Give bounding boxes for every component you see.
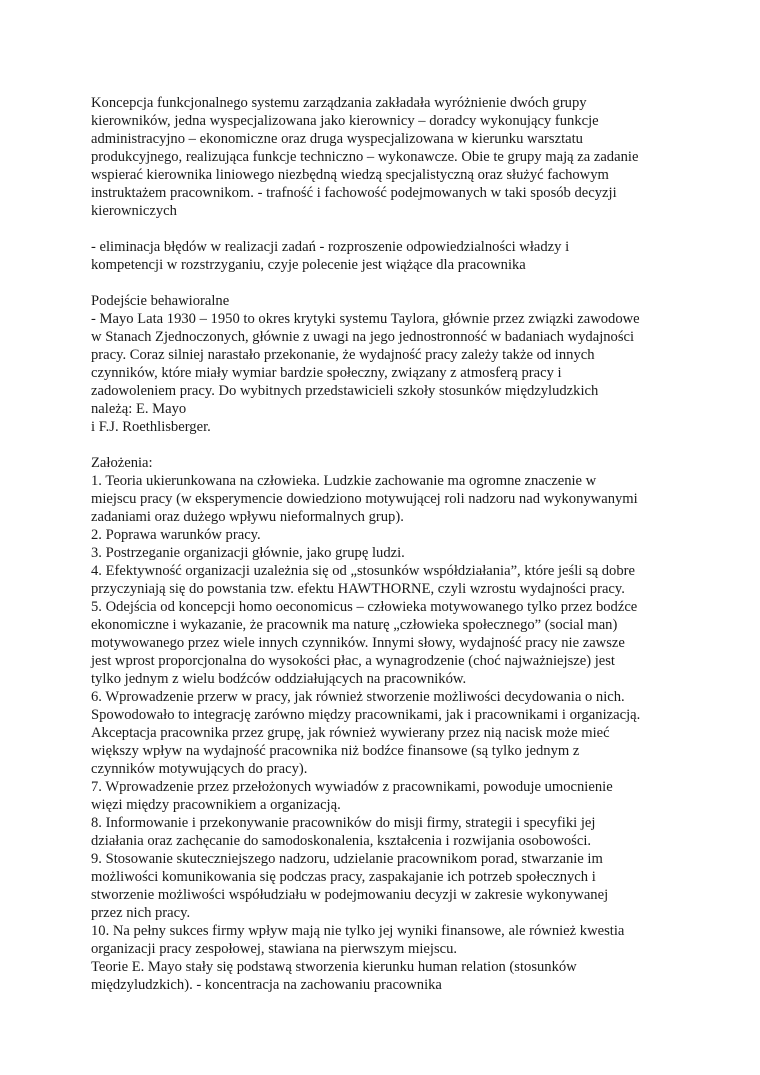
text-line: 7. Wprowadzenie przez przełożonych wywiadów z pracownikami, powoduje umocnienie <box>91 779 613 795</box>
text-line: tylko jednym z wielu bodźców oddziałujących na pracowników. <box>91 671 467 687</box>
text-line: więzi między pracownikiem a organizacją. <box>91 797 341 813</box>
text-line: - eliminacja błędów w realizacji zadań - rozproszenie odpowiedzialności władzy i <box>91 239 570 255</box>
text-line: 1. Teoria ukierunkowana na człowieka. Ludzkie zachowanie ma ogromne znaczenie w <box>91 473 597 489</box>
text-line: Koncepcja funkcjonalnego systemu zarządzania zakładała wyróżnienie dwóch grupy <box>91 95 587 111</box>
text-line: 5. Odejścia od koncepcji homo oeconomicus – człowieka motywowanego tylko przez bodźce <box>91 599 638 615</box>
behavioral-heading: Podejście behawioralne <box>91 293 230 309</box>
text-line: instruktażem pracownikom. - trafność i fachowość podejmowanych w taki sposób decyzji <box>91 185 617 201</box>
text-line: 6. Wprowadzenie przerw w pracy, jak również stworzenie możliwości decydowania o nich. <box>91 689 625 705</box>
text-line: czynników motywujących do pracy). <box>91 761 308 777</box>
text-line: czynników, które miały wymiar bardzie społeczny, związany z atmosferą pracy i <box>91 365 562 381</box>
text-line: organizacji pracy zespołowej, stawiana na pierwszym miejscu. <box>91 941 458 957</box>
drawbacks-paragraph <box>91 238 681 274</box>
behavioral-paragraph <box>91 310 681 436</box>
text-line: przez nich pracy. <box>91 905 191 921</box>
text-line: produkcyjnego, realizująca funkcje techniczno – wykonawcze. Obie te grupy mają za zadanie <box>91 149 639 165</box>
text-line: Spowodowało to integrację zarówno między pracownikami, jak i pracownikami i organizacją. <box>91 707 641 723</box>
text-line: zadowoleniem pracy. Do wybitnych przedstawicieli szkoły stosunków międzyludzkich <box>91 383 599 399</box>
text-line: większy wpływ na wydajność pracownika niż bodźce finansowe (są tylko jednym z <box>91 743 580 759</box>
document-body <box>91 94 681 994</box>
text-line: kierowników, jedna wyspecjalizowana jako kierownicy – doradcy wykonujący funkcje <box>91 113 599 129</box>
text-line: należą: E. Mayo <box>91 401 187 417</box>
text-line: kompetencji w rozstrzyganiu, czyje polecenie jest wiążące dla pracownika <box>91 257 526 273</box>
text-line: motywowanego przez wiele innych czynników. Innymi słowy, wydajność pracy nie zawsze <box>91 635 625 651</box>
text-line: wspierać kierownika liniowego niezbędną wiedzą specjalistyczną oraz służyć fachowym <box>91 167 609 183</box>
text-line: administracyjno – ekonomiczne oraz druga wyspecjalizowana w kierunku warsztatu <box>91 131 583 147</box>
text-line: jest wprost proporcjonalna do wysokości płac, a wynagrodzenie (choć najważniejsze) jest <box>91 653 615 669</box>
text-line: międzyludzkich). - koncentracja na zachowaniu pracownika <box>91 977 442 993</box>
text-line: ekonomiczne i wykazanie, że pracownik ma naturę „człowieka społecznego” (social man) <box>91 617 618 633</box>
text-line: 4. Efektywność organizacji uzależnia się od „stosunków współdziałania”, które jeśli są dobre <box>91 563 635 579</box>
text-line: działania oraz zachęcanie do samodoskonalenia, kształcenia i rozwijania osobowości. <box>91 833 592 849</box>
text-line: Akceptacja pracownika przez grupę, jak również wywierany przez nią nacisk może mieć <box>91 725 610 741</box>
text-line: i F.J. Roethlisberger. <box>91 419 211 435</box>
paragraph-spacer <box>91 436 681 454</box>
text-line: - Mayo Lata 1930 – 1950 to okres krytyki systemu Taylora, głównie przez związki zawodowe <box>91 311 640 327</box>
text-line: możliwości komunikowania się podczas pracy, zaspakajanie ich potrzeb społecznych i <box>91 869 596 885</box>
assumptions-heading: Założenia: <box>91 455 153 471</box>
assumptions-list <box>91 472 681 994</box>
text-line: stworzenie możliwości współudziału w podejmowaniu decyzji w zakresie wykonywanej <box>91 887 609 903</box>
text-line: miejscu pracy (w eksperymencie dowiedziono motywującej roli nadzoru nad wykonywanymi <box>91 491 638 507</box>
text-line: 10. Na pełny sukces firmy wpływ mają nie tylko jej wyniki finansowe, ale również kwestia <box>91 923 625 939</box>
text-line: 2. Poprawa warunków pracy. <box>91 527 261 543</box>
text-line: kierowniczych <box>91 203 177 219</box>
paragraph-spacer <box>91 220 681 238</box>
text-line: przyczyniają się do powstania tzw. efektu HAWTHORNE, czyli wzrostu wydajności pracy. <box>91 581 625 597</box>
text-line: 3. Postrzeganie organizacji głównie, jako grupę ludzi. <box>91 545 405 561</box>
intro-paragraph <box>91 94 681 220</box>
text-line: w Stanach Zjednoczonych, głównie z uwagi na jego jednostronność w badaniach wydajności <box>91 329 635 345</box>
text-line: pracy. Coraz silniej narastało przekonanie, że wydajność pracy zależy także od innych <box>91 347 595 363</box>
text-line: zadaniami oraz dużego wpływu nieformalnych grup). <box>91 509 404 525</box>
paragraph-spacer <box>91 274 681 292</box>
text-line: Teorie E. Mayo stały się podstawą stworzenia kierunku human relation (stosunków <box>91 959 577 975</box>
text-line: 9. Stosowanie skuteczniejszego nadzoru, udzielanie pracownikom porad, stwarzanie im <box>91 851 603 867</box>
text-line: 8. Informowanie i przekonywanie pracowników do misji firmy, strategii i specyfiki jej <box>91 815 596 831</box>
